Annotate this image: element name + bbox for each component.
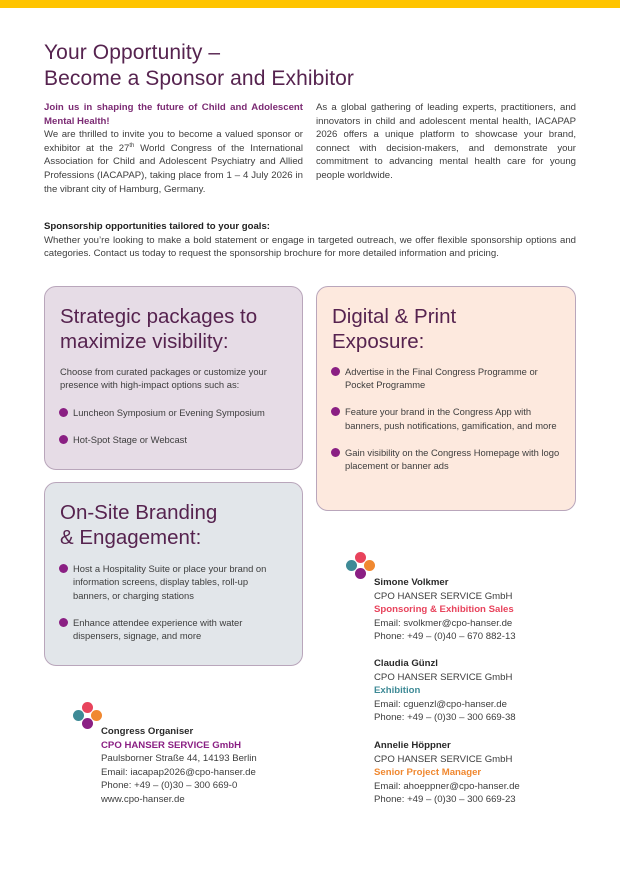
list-item-text: Advertise in the Final Congress Programme or Pocket Programme	[345, 366, 538, 391]
digital-print-list	[331, 365, 563, 486]
intro-body-text-1: We are thrilled to invite you to become a valued sponsor or exhibitor at the 27	[44, 129, 303, 154]
strategic-title-line-1: Strategic packages to	[60, 305, 258, 328]
digital-title-line-1: Digital & Print	[332, 305, 457, 328]
contact-phone: Phone: +49 – (0)30 – 300 669-23	[374, 794, 516, 806]
list-item	[59, 433, 294, 446]
intro-body-text-2: World Congress of the International Association for Child and Adolescent Psychiatry and Allied Professions (IACAPAP), taking place from 1 – 4 July 2026 in the vibrant city of Hamburg, Germany.	[44, 142, 303, 195]
contact-company: CPO HANSER SERVICE GmbH	[374, 753, 513, 765]
top-accent-bar	[0, 0, 620, 8]
onsite-branding-title	[60, 500, 217, 550]
list-item	[59, 406, 294, 419]
contact-company: CPO HANSER SERVICE GmbH	[374, 590, 513, 602]
contact-role: Senior Project Manager	[374, 767, 482, 779]
contact-name: Simone Volkmer	[374, 577, 449, 588]
list-item-text: Hot-Spot Stage or Webcast	[73, 434, 187, 445]
contact-email[interactable]: Email: cguenzl@cpo-hanser.de	[374, 698, 507, 710]
contact-name: Claudia Günzl	[374, 658, 438, 669]
bullet-dot-icon	[331, 407, 340, 416]
organiser-address: Paulsborner Straße 44, 14193 Berlin	[101, 753, 257, 765]
list-item-text: Gain visibility on the Congress Homepage with logo placement or banner ads	[345, 446, 560, 472]
contact-role: Sponsoring & Exhibition Sales	[374, 604, 514, 616]
list-item-text: Luncheon Symposium or Evening Symposium	[73, 407, 265, 418]
strategic-packages-list	[59, 406, 294, 460]
title-line-2: Become a Sponsor and Exhibitor	[44, 67, 355, 90]
intro-body	[44, 128, 303, 196]
digital-title-line-2: Exposure:	[332, 330, 425, 353]
goals-heading: Sponsorship opportunities tailored to your goals:	[44, 221, 270, 232]
goals-text: Whether you’re looking to make a bold statement or engage in targeted outreach, we offer flexible sponsorship options and categories. Contact us today to request the sponsorship brochure for more detailed information and pricing.	[44, 234, 576, 260]
strategic-title-line-2: maximize visibility:	[60, 330, 229, 353]
intro-left-column	[44, 101, 303, 196]
strategic-packages-box	[44, 286, 303, 470]
organiser-contact	[101, 725, 257, 807]
onsite-branding-box	[44, 482, 303, 666]
contact-phone: Phone: +49 – (0)40 – 670 882-13	[374, 631, 516, 643]
list-item-text: Host a Hospitality Suite or place your brand on information screens, display tables, roll-up banners, or charging stations	[73, 563, 267, 601]
list-item	[331, 365, 563, 392]
onsite-branding-list	[59, 562, 284, 656]
list-item	[59, 562, 284, 602]
contact-card	[374, 576, 516, 644]
bullet-dot-icon	[59, 618, 68, 627]
contact-email[interactable]: Email: ahoeppner@cpo-hanser.de	[374, 780, 520, 792]
onsite-title-line-2: & Engagement:	[60, 526, 202, 549]
digital-print-box	[316, 286, 576, 511]
digital-print-title	[332, 304, 456, 354]
title-line-1: Your Opportunity –	[44, 41, 221, 64]
page-title	[44, 40, 354, 92]
bullet-dot-icon	[59, 564, 68, 573]
intro-right-column: As a global gathering of leading experts, practitioners, and innovators in child and adolescent mental health, IACAPAP 2026 offers a unique platform to showcase your brand, connect with decision-makers, and demonstrate your commitment to advancing mental health care for young people worldwide.	[316, 102, 576, 181]
organiser-phone: Phone: +49 – (0)30 – 300 669-0	[101, 780, 238, 792]
contact-role: Exhibition	[374, 685, 421, 697]
list-item	[59, 616, 284, 643]
organiser-website-link[interactable]: www.cpo-hanser.de	[101, 793, 185, 805]
bullet-dot-icon	[331, 367, 340, 376]
contact-card	[374, 657, 516, 725]
organiser-company: CPO HANSER SERVICE GmbH	[101, 739, 242, 751]
contacts-logo-icon	[346, 552, 376, 580]
bullet-dot-icon	[59, 435, 68, 444]
organiser-heading: Congress Organiser	[101, 726, 194, 737]
ordinal-suffix: th	[129, 142, 135, 149]
organiser-logo-icon	[73, 702, 103, 730]
intro-lead: Join us in shaping the future of Child and Adolescent Mental Health!	[44, 102, 303, 127]
list-item	[331, 446, 563, 473]
contact-email[interactable]: Email: svolkmer@cpo-hanser.de	[374, 617, 513, 629]
list-item	[331, 405, 563, 432]
contact-name: Annelie Höppner	[374, 740, 451, 751]
strategic-packages-text: Choose from curated packages or customize your presence with high-impact options such as:	[60, 366, 267, 391]
contact-company: CPO HANSER SERVICE GmbH	[374, 671, 513, 683]
strategic-packages-title	[60, 304, 257, 354]
organiser-email[interactable]: Email: iacapap2026@cpo-hanser.de	[101, 766, 256, 778]
onsite-title-line-1: On-Site Branding	[60, 501, 218, 524]
contact-phone: Phone: +49 – (0)30 – 300 669-38	[374, 712, 516, 724]
contact-card	[374, 739, 520, 807]
sponsorship-goals-section	[44, 220, 576, 261]
bullet-dot-icon	[331, 448, 340, 457]
list-item-text: Feature your brand in the Congress App with banners, push notifications, gamification, and more	[345, 406, 557, 431]
list-item-text: Enhance attendee experience with water dispensers, signage, and more	[73, 616, 243, 642]
bullet-dot-icon	[59, 408, 68, 417]
